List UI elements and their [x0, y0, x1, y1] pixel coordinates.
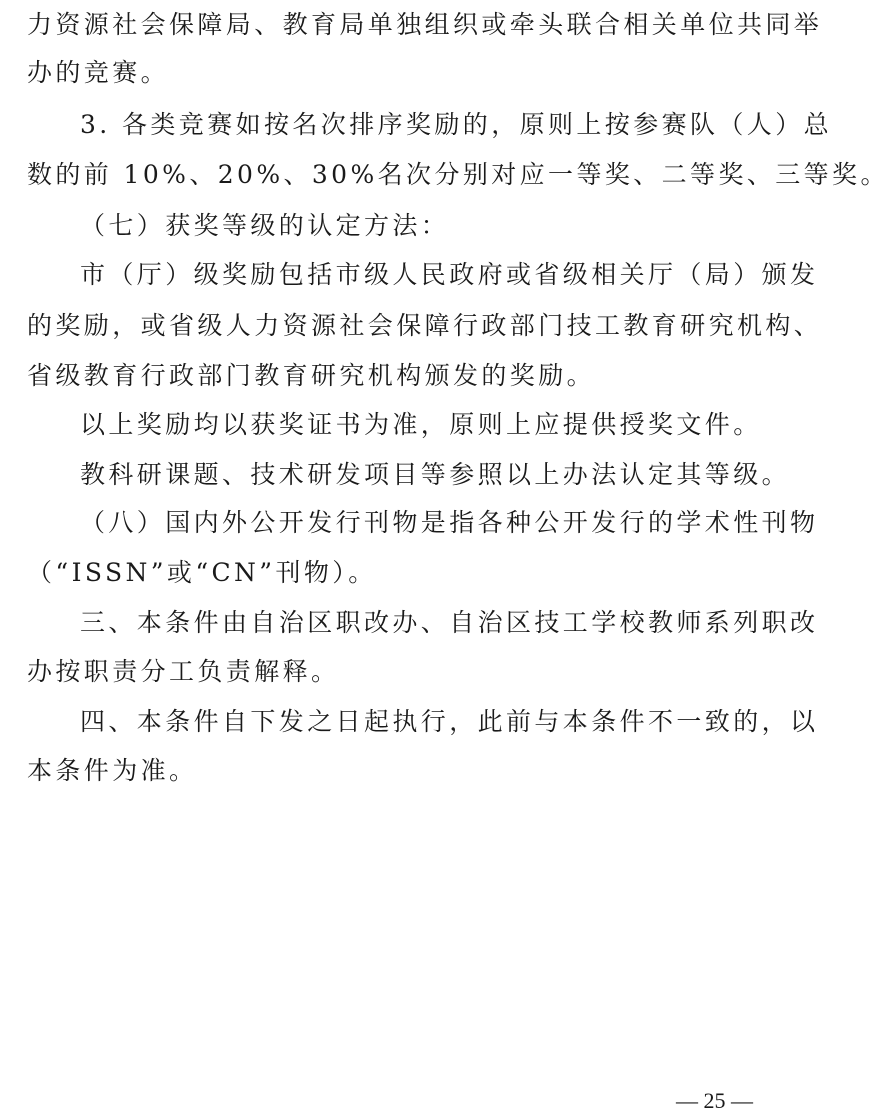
text-line: 三、本条件由自治区职改办、自治区技工学校教师系列职改: [80, 608, 819, 637]
text-line: 市（厅）级奖励包括市级人民政府或省级相关厅（局）颁发: [80, 260, 819, 289]
section-heading: （七）获奖等级的认定方法：: [80, 211, 450, 240]
text-line: 本条件为准。: [27, 756, 198, 785]
text-line: 3. 各类竞赛如按名次排序奖励的，原则上按参赛队（人）总: [80, 110, 833, 139]
text-line: 教科研课题、技术研发项目等参照以上办法认定其等级。: [80, 460, 791, 489]
text-line: 力资源社会保障局、教育局单独组织或牵头联合相关单位共同举: [27, 10, 823, 39]
text-line: 数的前 10%、20%、30%名次分别对应一等奖、二等奖、三等奖。: [27, 160, 889, 189]
text-line: 的奖励，或省级人力资源社会保障行政部门技工教育研究机构、: [27, 311, 823, 340]
section-heading: （八）国内外公开发行刊物是指各种公开发行的学术性刊物: [80, 508, 819, 537]
text-line: 以上奖励均以获奖证书为准，原则上应提供授奖文件。: [80, 410, 762, 439]
text-line: 办的竞赛。: [27, 58, 170, 87]
text-line: 办按职责分工负责解释。: [27, 657, 340, 686]
page-number: — 25 —: [676, 1088, 753, 1113]
text-line: （“ISSN”或“CN”刊物）。: [27, 558, 377, 587]
text-line: 省级教育行政部门教育研究机构颁发的奖励。: [27, 361, 596, 390]
text-line: 四、本条件自下发之日起执行，此前与本条件不一致的，以: [80, 707, 819, 736]
